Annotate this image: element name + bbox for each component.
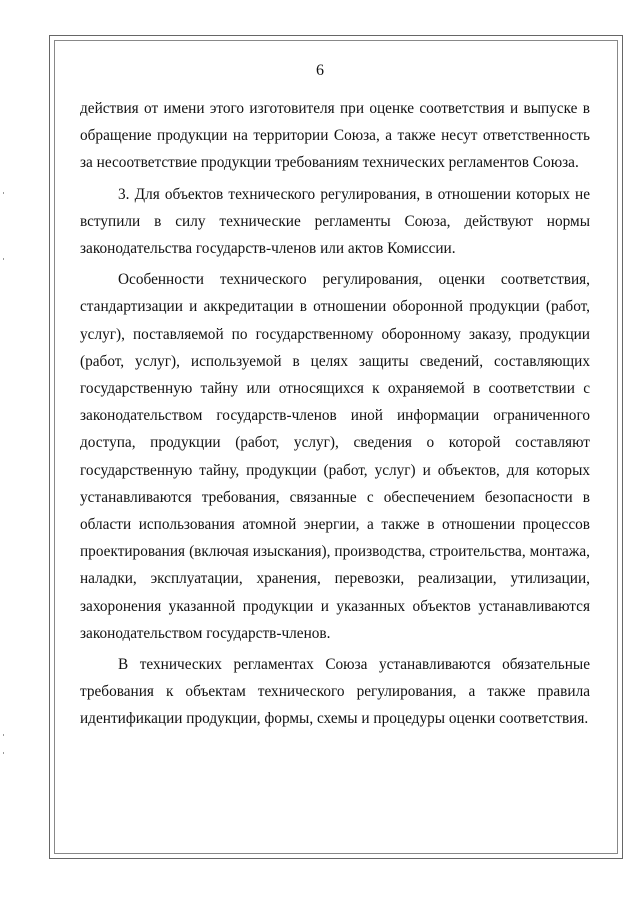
paragraph: Особенности технического регулирования, оценки соответствия, стандартизации и аккредитации в отношении оборонной продукции (работ, услуг), поставляемой по государственному оборонному заказу, продукции (работ, услуг), используемой в целях защиты сведений, составляющих государственную тайну или относящихся к охраняемой в соответствии с законодательством государств-членов иной информации ограниченного доступа, продукции (работ, услуг), сведения о которой составляют государственную тайну, продукции (работ, услуг) и объектов, для которых устанавливаются требования, связанные с обеспечением безопасности в области использования атомной энергии, а также в отношении процессов проектирования (включая изыскания), производства, строительства, монтажа, наладки, эксплуатации, хранения, перевозки, реализации, утилизации, захоронения указанной продукции и указанных объектов устанавливаются законодательством государств-членов. bbox=[80, 271, 590, 642]
paragraph: 3. Для объектов технического регулирования, в отношении которых не вступили в силу технические регламенты Союза, действуют нормы законодательства государств-членов или актов Комиссии. bbox=[80, 185, 590, 258]
scan-mark bbox=[3, 752, 4, 754]
paragraph: В технических регламентах Союза устанавливаются обязательные требования к объектам технического регулирования, а также правила идентификации продукции, формы, схемы и процедуры оценки соответствия. bbox=[80, 656, 590, 728]
paragraph: действия от имени этого изготовителя при оценке соответствия и выпуске в обращение продукции на территории Союза, а также несут ответственность за несоответствие продукции требованиям технических регламентов Союза. bbox=[80, 100, 590, 172]
page-number: 6 bbox=[316, 62, 324, 79]
scan-mark bbox=[3, 192, 4, 194]
scan-mark bbox=[3, 734, 4, 736]
document-body bbox=[80, 95, 590, 733]
scan-mark bbox=[3, 258, 4, 260]
